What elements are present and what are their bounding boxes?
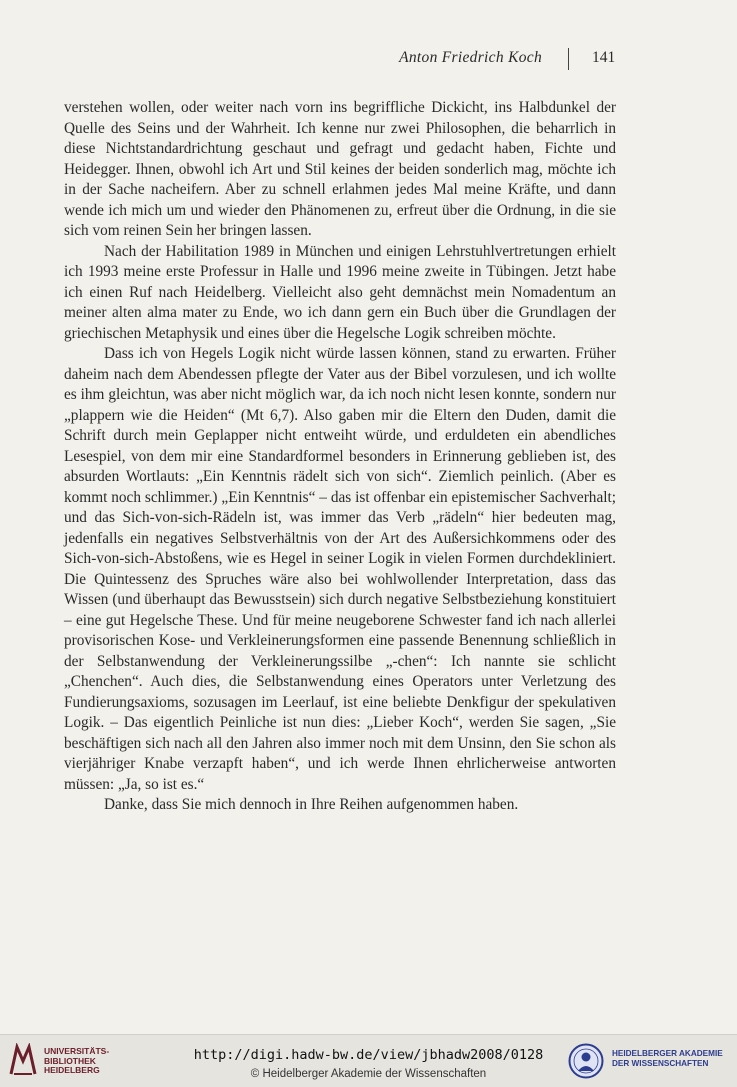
- paragraph: Nach der Habilitation 1989 in München und einigen Lehrstuhlvertretungen erhielt ich 1993 meine erste Professur in Halle und 1996 meine zweite in Tübingen. Jetzt habe ich einen Ruf nach Heidelberg. Vielleicht also geht demnächst mein Nomadentum an meiner alten alma mater zu Ende, wo ich dann gern ein Buch über die Grundlagen der griechischen Metaphysik und eines über die Hegelsche Logik schreiben möchte.: [64, 242, 616, 342]
- paragraph: verstehen wollen, oder weiter nach vorn ins begriffliche Dickicht, ins Halbdunkel der Quelle des Seins und der Wahrheit. Ich kenne nur zwei Philosophen, die beharrlich in diese Nichtstandardrichtung geschaut und gefragt und gedacht haben, Fichte und Heidegger. Ihnen, obwohl ich Art und Stil keines der beiden sonderlich mag, möchte ich in der Sache nacheifern. Aber zu schnell erlahmen jedes Mal meine Kräfte, und dann wende ich mich um und wieder den Phänomenen zu, erfreut über die Ordnung, in die sie sich vom reinen Sein her bringen lassen.: [64, 99, 616, 239]
- academy-seal-icon: [568, 1043, 604, 1079]
- running-head: [0, 48, 737, 70]
- copyright-notice: © Heidelberger Akademie der Wissenschaften: [250, 1068, 487, 1080]
- paragraph: Dass ich von Hegels Logik nicht würde lassen können, stand zu erwarten. Früher daheim nach dem Abendessen pflegte der Vater aus der Bibel vorzulesen, und ich wollte es ihm gleichtun, was aber nicht möglich war, da ich noch nicht lesen konnte, sondern nur „plappern wie die Heiden“ (Mt 6,7). Also gaben mir die Eltern den Duden, damit die Schrift durch mein Geplapper nicht entweiht würde, und erduldeten ein abendliches Lesespiel, von dem mir eine Standardformel besonders in Erinnerung geblieben ist, des absurden Wortlauts: „Ein Kenntnis rädelt sich von sich“. Ziemlich peinlich. (Aber es kommt noch schlimmer.) „Ein Kenntnis“ – das ist offenbar ein epistemischer Sachverhalt; und das Sich-von-sich-Rädeln ist, was immer das Verb „rädeln“ hier bedeuten mag, jedenfalls ein negatives Selbstverhältnis von der Art des Außersichkommens oder des Sich-von-sich-Abstoßens, wie es Hegel in seiner Logik in vielen Formen durchdekliniert. Die Quintessenz des Spruches wäre also bei wohlwollender Interpretation, dass das Wissen (und überhaupt das Bewusstsein) sich durch negative Selbstbeziehung konstituiert – eine gut Hegelsche These. Und für meine neugeborene Schwester fand ich nach allerlei provisorischen Kose- und Verkleinerungsformen eine passende Benennung schließlich in der Selbstanwendung der Verkleinerungssilbe „-chen“: Ich nannte sie schlicht „Chenchen“. Auch dies, die Selbstanwendung eines Operators unter Verletzung des Fundierungsaxioms, sozusagen im Leerlauf, ist eine beliebte Denkfigur der spekulativen Logik. – Das eigentlich Peinliche ist nun dies: „Lieber Koch“, werden Sie sagen, „Sie beschäftigen sich nach all den Jahren also immer noch mit dem Unsinn, den Sie schon als vierjähriger Knabe verzapft haben“, und ich werde Ihnen ehrlicherweise antworten müssen: „Ja, so ist es.“: [64, 345, 616, 793]
- university-library-name: UNIVERSITÄTS- BIBLIOTHEK HEIDELBERG: [44, 1046, 110, 1075]
- page-number: 141: [592, 49, 616, 66]
- permalink-url[interactable]: http://digi.hadw-bw.de/view/jbhadw2008/0128: [193, 1047, 544, 1063]
- viewer-footer: [0, 1034, 737, 1087]
- running-head-author: Anton Friedrich Koch: [399, 49, 542, 66]
- running-head-divider: [568, 48, 569, 70]
- academy-name: HEIDELBERGER AKADEMIE DER WISSENSCHAFTEN: [612, 1049, 723, 1068]
- body-text: [64, 98, 616, 816]
- paragraph: Danke, dass Sie mich dennoch in Ihre Reihen aufgenommen haben.: [104, 796, 519, 813]
